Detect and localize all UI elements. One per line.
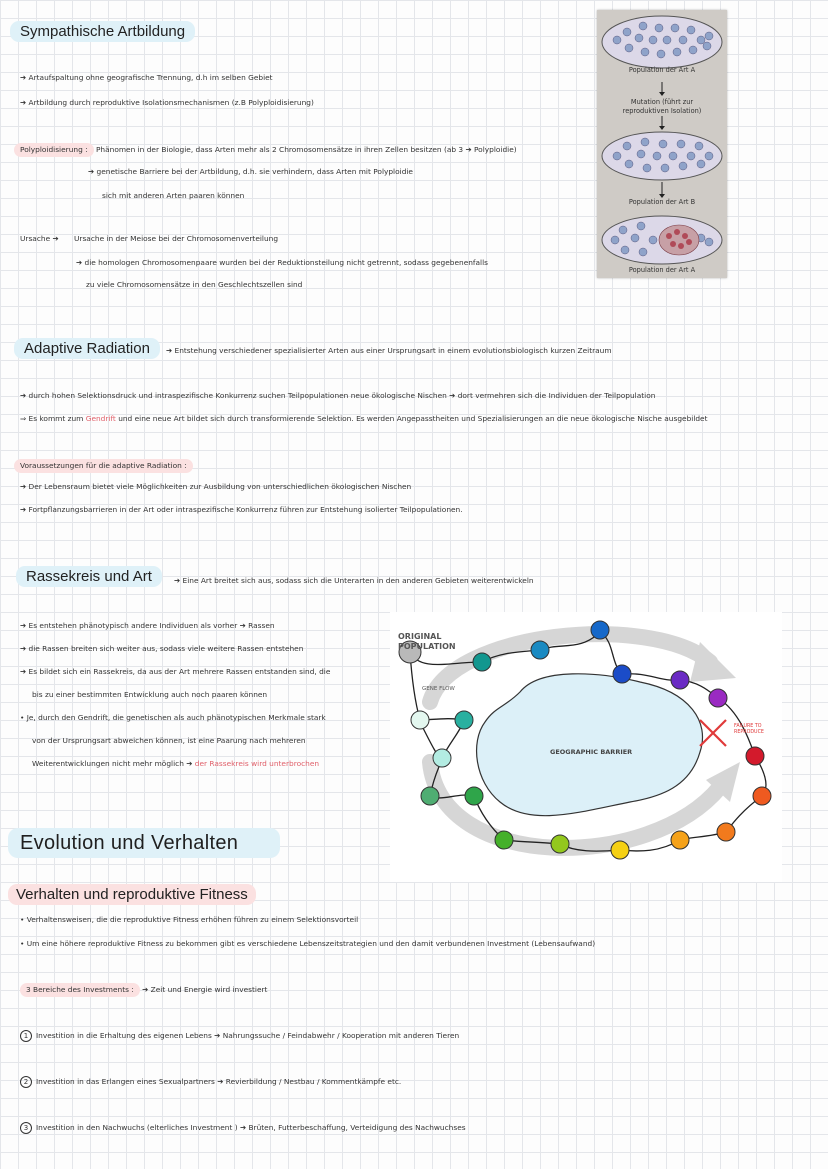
text-line: sich mit anderen Arten paaren können (102, 191, 245, 200)
section-title-adaptive: Adaptive Radiation (14, 340, 160, 357)
label-geographic-barrier: GEOGRAPHIC BARRIER (550, 748, 633, 756)
text-line: von der Ursprungsart abweichen können, ist eine Paarung nach mehreren (32, 736, 306, 745)
text-line: ➔ Entstehung verschiedener spezialisierter Arten aus einer Ursprungsart in einem evolutionsbiologisch kurzen Zeitraum (166, 346, 612, 355)
text-line: ➔ Artaufspaltung ohne geografische Trennung, d.h im selben Gebiet (20, 73, 273, 82)
text-line: ➔ genetische Barriere bei der Artbildung, d.h. sie verhindern, dass Arten mit Polyploidie (88, 167, 413, 176)
label-population-a: Population der Art A (628, 66, 696, 74)
text-line: zu viele Chromosomensätze in den Geschlechtszellen sind (86, 280, 303, 289)
label-failure-to-reproduce: FAILURE TO REPRODUCE (734, 724, 764, 735)
number-badge: 3 (20, 1122, 32, 1134)
text-line: ➔ Fortpflanzungsbarrieren in der Art oder intraspezifische Konkurrenz führen zur Entstehung isolierter Teilpopulationen. (20, 505, 463, 514)
gendrift-term: Gendrift (85, 414, 116, 423)
text-line: ➔ Der Lebensraum bietet viele Möglichkeiten zur Ausbildung von unterschiedlichen ökologischen Nischen (20, 482, 412, 491)
section-title-sympathische: Sympathische Artbildung (10, 23, 195, 40)
text-line: ➔ durch hohen Selektionsdruck und intraspezifische Konkurrenz suchen Teilpopulationen neue ökologische Nischen ➔ dort vermehren sich die Individuen der Teilpopulation (20, 391, 656, 400)
text-line: ➔ Eine Art breitet sich aus, sodass sich die Unterarten in den anderen Gebieten weiterentwickeln (174, 576, 534, 585)
population-illustration (597, 10, 727, 278)
ursache-label: Ursache ➔ (20, 234, 59, 243)
text-line: bis zu einer bestimmten Entwicklung auch noch paaren können (32, 690, 268, 699)
poly-line: Polyploidisierung : Phänomen in der Biologie, dass Arten mehr als 2 Chromosomensätze in ihren Zellen besitzen (ab 3 ➔ Polyploidie) (14, 143, 517, 157)
text-line: ➔ die Rassen breiten sich weiter aus, sodass viele weitere Rassen entstehen (20, 644, 304, 653)
text-line: ➔ Es entstehen phänotypisch andere Individuen als vorher ➔ Rassen (20, 621, 275, 630)
section-title-evolution: Evolution und Verhalten (8, 832, 280, 855)
investment-item-3: 3 Investition in den Nachwuchs (elterliches Investment ) ➔ Brüten, Futterbeschaffung, Verteidigung des Nachwuchses (20, 1122, 466, 1134)
rassekreis-unterbrochen: der Rassekreis wird unterbrochen (194, 759, 320, 768)
label-population-b: Population der Art B (628, 198, 696, 206)
number-badge: 2 (20, 1076, 32, 1088)
text-line: ➔ die homologen Chromosomenpaare wurden bei der Reduktionsteilung nicht getrennt, sodass gegebenenfalls (76, 258, 489, 267)
text-line: ⇒ Es kommt zum Gendrift und eine neue Art bildet sich durch transformierende Selektion. Es werden Angepasstheiten und Spezialisierungen an die neue ökologische Nische ausgebildet (20, 414, 708, 423)
text-line: Weiterentwicklungen nicht mehr möglich ➔ der Rassekreis wird unterbrochen (32, 759, 320, 768)
text-line: ➔ Es bildet sich ein Rassekreis, da aus der Art mehrere Rassen entstanden sind, die (20, 667, 331, 676)
poly-label: Polyploidisierung : (14, 143, 94, 157)
text-line: • Je, durch den Gendrift, die genetischen als auch phänotypischen Merkmale stark (20, 713, 326, 722)
bereiche-line: 3 Bereiche des Investments : ➔ Zeit und Energie wird investiert (20, 983, 267, 997)
section-title-rassekreis: Rassekreis und Art (16, 568, 162, 585)
label-mutation: Mutation (führt zur reproduktiven Isolation) (622, 98, 702, 115)
number-badge: 1 (20, 1030, 32, 1042)
text-line: Ursache in der Meiose bei der Chromosomenverteilung (74, 234, 279, 243)
population-figure (597, 10, 727, 278)
text-line: • Verhaltensweisen, die die reproduktive Fitness erhöhen führen zu einem Selektionsvorteil (20, 915, 359, 924)
label-gene-flow: GENE FLOW (422, 686, 455, 692)
ring-species-svg (390, 612, 782, 882)
text-line: ➔ Artbildung durch reproduktive Isolationsmechanismen (z.B Polyploidisierung) (20, 98, 314, 107)
investment-item-1: 1 Investition in die Erhaltung des eigenen Lebens ➔ Nahrungssuche / Feindabwehr / Kooperation mit anderen Tieren (20, 1030, 459, 1042)
label-population-a2: Population der Art A (628, 266, 696, 274)
bereiche-label: 3 Bereiche des Investments : (20, 983, 140, 997)
subsection-title-verhalten: Verhalten und reproduktive Fitness (8, 886, 256, 903)
label-original-population: ORIGINAL POPULATION (398, 632, 456, 651)
investment-item-2: 2 Investition in das Erlangen eines Sexualpartners ➔ Revierbildung / Nestbau / Kommentkämpfe etc. (20, 1076, 401, 1088)
text-line: • Um eine höhere reproduktive Fitness zu bekommen gibt es verschiedene Lebenszeitstrategien und den damit verbundenen Investment (Lebensaufwand) (20, 939, 596, 948)
voraussetzungen-title: Voraussetzungen für die adaptive Radiation : (14, 459, 193, 473)
ring-species-diagram (390, 612, 782, 882)
